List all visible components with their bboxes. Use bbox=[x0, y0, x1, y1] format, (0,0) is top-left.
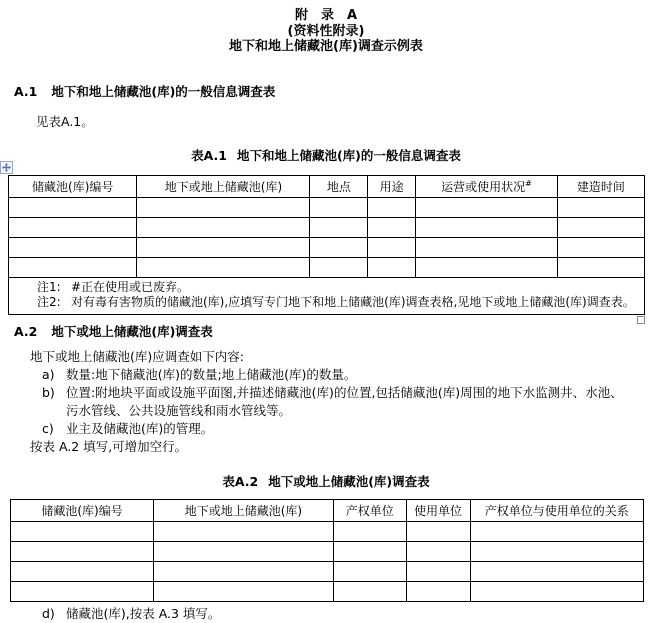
section-a2-intro: 地下或地上储藏池(库)应调查如下内容: bbox=[30, 348, 244, 364]
list-item-b-text: 位置:附地块平面或设施平面图,并描述储藏池(库)的位置,包括储藏池(库)周围的地下水监测井、水池、污水管线、公共设施管线和雨水管线等。 bbox=[66, 384, 623, 418]
appendix-title: 附 录 A bbox=[294, 8, 358, 23]
empty-cell[interactable] bbox=[368, 257, 416, 277]
column-header-tank-type: 地下或地上储藏池(库) bbox=[137, 175, 310, 197]
table-row bbox=[11, 581, 644, 601]
empty-cell[interactable] bbox=[9, 237, 137, 257]
table-a2-caption bbox=[0, 474, 652, 490]
table-row bbox=[9, 217, 645, 237]
section-a2-heading bbox=[14, 324, 652, 340]
list-item-a bbox=[42, 366, 652, 384]
empty-cell[interactable] bbox=[406, 541, 470, 561]
empty-cell[interactable] bbox=[406, 581, 470, 601]
list-item-a-label: a) bbox=[42, 366, 55, 382]
table-a1-notes-row bbox=[9, 277, 645, 314]
empty-cell[interactable] bbox=[557, 257, 644, 277]
empty-cell[interactable] bbox=[154, 541, 334, 561]
table-a1 bbox=[8, 175, 645, 315]
empty-cell[interactable] bbox=[154, 581, 334, 601]
column-header-owner-unit: 产权单位 bbox=[333, 499, 406, 521]
empty-cell[interactable] bbox=[333, 581, 406, 601]
empty-cell[interactable] bbox=[9, 257, 137, 277]
table-a2 bbox=[10, 499, 644, 602]
list-item-c-label: c) bbox=[42, 420, 54, 436]
move-arrows-icon bbox=[2, 163, 11, 172]
empty-cell[interactable] bbox=[557, 217, 644, 237]
empty-cell[interactable] bbox=[368, 217, 416, 237]
column-header-location: 地点 bbox=[310, 175, 368, 197]
list-item-a-text: 数量:地下储藏池(库)的数量;地上储藏池(库)的数量。 bbox=[66, 366, 357, 382]
empty-cell[interactable] bbox=[310, 237, 368, 257]
table-a1-container bbox=[8, 175, 645, 315]
column-header-tank-id: 储藏池(库)编号 bbox=[9, 175, 137, 197]
note-1-label: 注1: bbox=[37, 279, 61, 294]
table-a1-caption-label: 表A.1 bbox=[191, 147, 227, 163]
empty-cell[interactable] bbox=[11, 541, 154, 561]
empty-cell[interactable] bbox=[137, 257, 310, 277]
list-item-b bbox=[42, 384, 652, 420]
empty-cell[interactable] bbox=[11, 561, 154, 581]
empty-cell[interactable] bbox=[416, 197, 558, 217]
note-2-text: 对有毒有害物质的储藏池(库),应填写专门地下和地上储藏池(库)调查表格,见地下或地上储藏池(库)调查表。 bbox=[71, 295, 635, 309]
appendix-header bbox=[0, 0, 652, 55]
empty-cell[interactable] bbox=[9, 217, 137, 237]
table-a2-header-row bbox=[11, 499, 644, 521]
empty-cell[interactable] bbox=[406, 561, 470, 581]
column-header-use: 用途 bbox=[368, 175, 416, 197]
empty-cell[interactable] bbox=[406, 521, 470, 541]
list-item-c-text: 业主及储藏池(库)的管理。 bbox=[66, 420, 214, 436]
empty-cell[interactable] bbox=[310, 257, 368, 277]
empty-cell[interactable] bbox=[416, 237, 558, 257]
empty-cell[interactable] bbox=[137, 217, 310, 237]
note-2-label: 注2: bbox=[37, 295, 61, 309]
note-1-text: #正在使用或已废弃。 bbox=[71, 279, 190, 294]
empty-cell[interactable] bbox=[416, 257, 558, 277]
section-a1-title: 地下和地上储藏池(库)的一般信息调查表 bbox=[51, 83, 276, 99]
column-header-tank-type: 地下或地上储藏池(库) bbox=[154, 499, 334, 521]
table-a2-caption-label: 表A.2 bbox=[222, 473, 259, 489]
table-row bbox=[9, 257, 645, 277]
table-a1-notes-cell bbox=[9, 277, 645, 314]
column-header-build-time: 建造时间 bbox=[557, 175, 644, 197]
fill-instruction: 按表 A.2 填写,可增加空行。 bbox=[30, 438, 188, 454]
list-item-c bbox=[42, 420, 652, 438]
table-row bbox=[9, 197, 645, 217]
table-row bbox=[9, 237, 645, 257]
empty-cell[interactable] bbox=[333, 541, 406, 561]
list-item-d-label: d) bbox=[42, 605, 55, 621]
empty-cell[interactable] bbox=[310, 197, 368, 217]
column-header-status: 运营或使用状况# bbox=[416, 175, 558, 197]
table-a1-header-row bbox=[9, 175, 645, 197]
section-a1-heading bbox=[14, 84, 652, 100]
section-a2-title: 地下或地上储藏池(库)调查表 bbox=[51, 323, 213, 339]
table-a1-caption bbox=[0, 148, 652, 164]
appendix-heading: 地下和地上储藏池(库)调查示例表 bbox=[229, 39, 423, 54]
empty-cell[interactable] bbox=[470, 521, 643, 541]
section-a2-number: A.2 bbox=[14, 323, 38, 339]
table-resize-handle[interactable] bbox=[637, 316, 645, 324]
table-move-handle[interactable] bbox=[0, 161, 13, 174]
empty-cell[interactable] bbox=[470, 561, 643, 581]
table-a2-caption-text: 地下或地上储藏池(库)调查表 bbox=[268, 473, 430, 489]
list-item-b-label: b) bbox=[42, 384, 55, 400]
empty-cell[interactable] bbox=[557, 197, 644, 217]
column-header-user-unit: 使用单位 bbox=[406, 499, 470, 521]
empty-cell[interactable] bbox=[310, 217, 368, 237]
empty-cell[interactable] bbox=[137, 237, 310, 257]
appendix-subtitle: (资料性附录) bbox=[287, 23, 365, 39]
empty-cell[interactable] bbox=[11, 581, 154, 601]
empty-cell[interactable] bbox=[368, 197, 416, 217]
see-table-a1-note: 见表A.1。 bbox=[36, 113, 94, 129]
table-row bbox=[11, 541, 644, 561]
empty-cell[interactable] bbox=[9, 197, 137, 217]
empty-cell[interactable] bbox=[557, 237, 644, 257]
list-item-d bbox=[42, 605, 652, 623]
empty-cell[interactable] bbox=[333, 521, 406, 541]
column-header-owner-user-relation: 产权单位与使用单位的关系 bbox=[470, 499, 643, 521]
list-item-d-text: 储藏池(库),按表 A.3 填写。 bbox=[66, 605, 221, 621]
section-a1-number: A.1 bbox=[14, 83, 38, 99]
table-a1-caption-text: 地下和地上储藏池(库)的一般信息调查表 bbox=[236, 147, 461, 163]
note-1 bbox=[37, 280, 638, 296]
note-2 bbox=[37, 295, 638, 311]
empty-cell[interactable] bbox=[368, 237, 416, 257]
table-row bbox=[11, 521, 644, 541]
empty-cell[interactable] bbox=[470, 541, 643, 561]
empty-cell[interactable] bbox=[333, 561, 406, 581]
empty-cell[interactable] bbox=[154, 521, 334, 541]
table-row bbox=[11, 561, 644, 581]
table-a2-container bbox=[10, 499, 644, 602]
column-header-tank-id: 储藏池(库)编号 bbox=[11, 499, 154, 521]
empty-cell[interactable] bbox=[137, 197, 310, 217]
empty-cell[interactable] bbox=[470, 581, 643, 601]
empty-cell[interactable] bbox=[11, 521, 154, 541]
empty-cell[interactable] bbox=[154, 561, 334, 581]
empty-cell[interactable] bbox=[416, 217, 558, 237]
status-footnote-marker: # bbox=[525, 178, 532, 188]
